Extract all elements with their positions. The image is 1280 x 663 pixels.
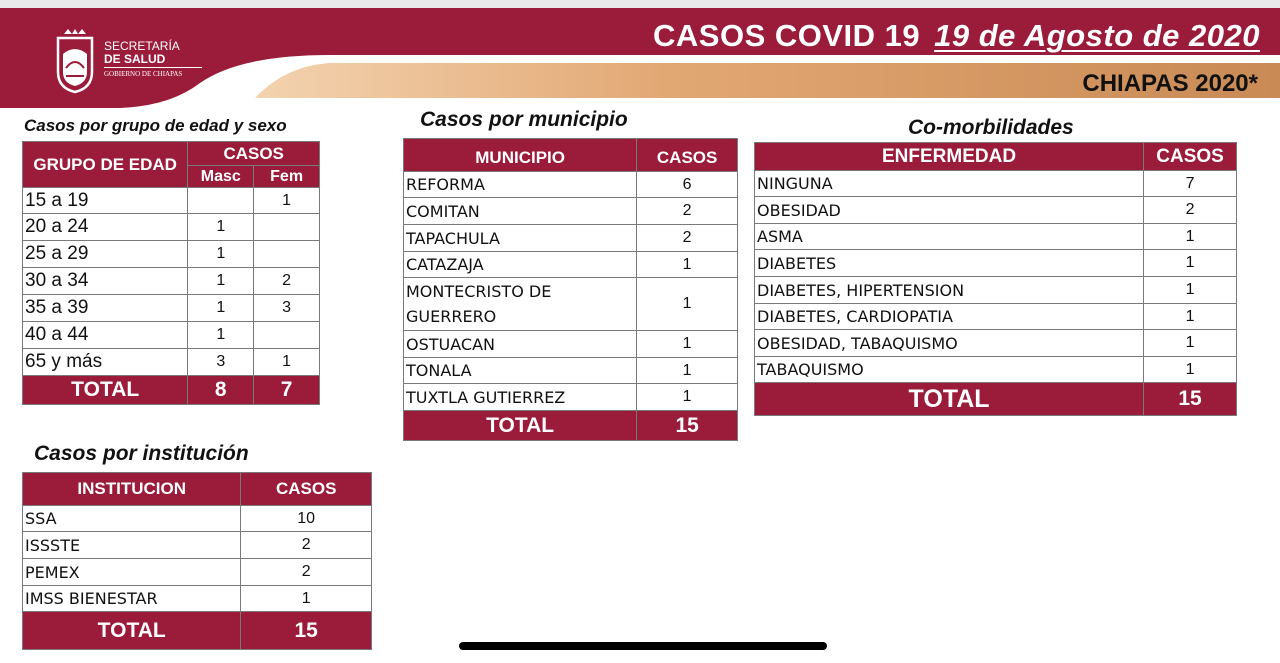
col-header-group: GRUPO DE EDAD	[23, 142, 188, 188]
enfermedad-cases: 1	[1144, 304, 1237, 330]
total-label: TOTAL	[404, 411, 637, 441]
municipio-name: TONALA	[404, 358, 637, 384]
col-header-cases: CASOS	[241, 473, 372, 506]
municipio-name: COMITAN	[404, 198, 637, 225]
page-subtitle: CHIAPAS 2020*	[1082, 70, 1258, 97]
fem-count: 2	[254, 268, 320, 295]
institucion-cases: 2	[241, 532, 372, 559]
fem-count	[254, 214, 320, 241]
municipio-name: TUXTLA GUTIERREZ	[404, 384, 637, 411]
institucion-cases: 1	[241, 586, 372, 612]
municipio-name: OSTUACAN	[404, 331, 637, 358]
masc-count	[188, 188, 254, 214]
masc-count: 3	[188, 349, 254, 376]
municipio-cases: 1	[637, 358, 738, 384]
table-row	[23, 506, 372, 532]
col-header-cases: CASOS	[1144, 143, 1237, 171]
institucion-cases: 10	[241, 506, 372, 532]
table-row	[755, 171, 1237, 197]
municipio-name: TAPACHULA	[404, 225, 637, 252]
municipio-cases: 1	[637, 384, 738, 411]
municipio-cases: 6	[637, 172, 738, 198]
table-row	[23, 188, 320, 214]
age-group: 35 a 39	[23, 295, 188, 322]
table-row	[23, 532, 372, 559]
col-header-fem: Fem	[254, 166, 320, 188]
enfermedad-cases: 1	[1144, 224, 1237, 250]
total-row	[404, 411, 738, 441]
total-cases: 15	[637, 411, 738, 441]
total-cases: 15	[1144, 383, 1237, 416]
logo-divider	[104, 67, 202, 68]
secretaria-logo	[52, 28, 202, 94]
col-header-municipio: MUNICIPIO	[404, 139, 637, 172]
enfermedad-name: DIABETES, CARDIOPATIA	[755, 304, 1144, 330]
municipio-name-line2: GUERRERO	[406, 307, 497, 326]
table-row	[404, 225, 738, 252]
institucion-title: Casos por institución	[34, 442, 249, 465]
table-row	[23, 586, 372, 612]
table-row	[23, 268, 320, 295]
col-header-institucion: INSTITUCION	[23, 473, 241, 506]
table-row	[404, 252, 738, 278]
total-label: TOTAL	[23, 612, 241, 650]
institucion-table	[22, 472, 372, 650]
institucion-name: PEMEX	[23, 559, 241, 586]
total-masc: 8	[188, 376, 254, 405]
top-band	[0, 0, 1280, 8]
table-row	[23, 214, 320, 241]
enfermedad-cases: 1	[1144, 277, 1237, 304]
enfermedad-cases: 1	[1144, 250, 1237, 277]
table-row	[755, 277, 1237, 304]
age-group: 25 a 29	[23, 241, 188, 268]
table-row	[404, 384, 738, 411]
masc-count: 1	[188, 295, 254, 322]
enfermedad-name: ASMA	[755, 224, 1144, 250]
municipio-name: REFORMA	[404, 172, 637, 198]
table-row	[404, 172, 738, 198]
fem-count: 1	[254, 349, 320, 376]
enfermedad-name: OBESIDAD, TABAQUISMO	[755, 330, 1144, 357]
enfermedad-name: DIABETES, HIPERTENSION	[755, 277, 1144, 304]
municipio-name	[404, 278, 637, 331]
col-header-masc: Masc	[188, 166, 254, 188]
enfermedad-name: TABAQUISMO	[755, 357, 1144, 383]
fem-count	[254, 322, 320, 349]
enfermedad-cases: 7	[1144, 171, 1237, 197]
age-group: 15 a 19	[23, 188, 188, 214]
municipio-cases: 1	[637, 331, 738, 358]
table-row	[23, 349, 320, 376]
institucion-cases: 2	[241, 559, 372, 586]
table-row	[755, 250, 1237, 277]
total-row	[755, 383, 1237, 416]
masc-count: 1	[188, 241, 254, 268]
comorbilidades-table	[754, 142, 1237, 416]
age-sex-title: Casos por grupo de edad y sexo	[24, 116, 287, 135]
enfermedad-cases: 1	[1144, 357, 1237, 383]
table-row	[23, 322, 320, 349]
municipio-name-line1: MONTECRISTO DE	[406, 282, 552, 301]
municipio-cases: 2	[637, 225, 738, 252]
table-row	[404, 278, 738, 331]
enfermedad-name: DIABETES	[755, 250, 1144, 277]
table-row	[23, 559, 372, 586]
fem-count: 3	[254, 295, 320, 322]
page-title	[653, 18, 1260, 54]
home-indicator[interactable]	[459, 642, 827, 650]
enfermedad-cases: 1	[1144, 330, 1237, 357]
masc-count: 1	[188, 214, 254, 241]
municipio-cases: 1	[637, 252, 738, 278]
age-group: 40 a 44	[23, 322, 188, 349]
masc-count: 1	[188, 322, 254, 349]
masc-count: 1	[188, 268, 254, 295]
table-row	[755, 197, 1237, 224]
total-row	[23, 612, 372, 650]
table-row	[404, 331, 738, 358]
municipio-title: Casos por municipio	[420, 108, 628, 131]
age-group: 30 a 34	[23, 268, 188, 295]
table-row	[23, 241, 320, 268]
municipio-cases: 2	[637, 198, 738, 225]
age-group: 65 y más	[23, 349, 188, 376]
age-group: 20 a 24	[23, 214, 188, 241]
table-row	[755, 224, 1237, 250]
logo-line3: GOBIERNO DE CHIAPAS	[104, 70, 183, 78]
municipio-cases: 1	[637, 278, 738, 331]
total-label: TOTAL	[755, 383, 1144, 416]
report-date: 19 de Agosto de 2020	[934, 18, 1260, 53]
table-row	[23, 295, 320, 322]
total-cases: 15	[241, 612, 372, 650]
table-row	[755, 304, 1237, 330]
table-row	[755, 330, 1237, 357]
total-fem: 7	[254, 376, 320, 405]
col-header-cases: CASOS	[188, 142, 320, 166]
municipio-table	[403, 138, 738, 441]
municipio-name: CATAZAJA	[404, 252, 637, 278]
institucion-name: ISSSTE	[23, 532, 241, 559]
logo-line2: DE SALUD	[104, 52, 166, 66]
title-text: CASOS COVID 19	[653, 18, 921, 53]
age-sex-table	[22, 141, 320, 405]
institucion-name: IMSS BIENESTAR	[23, 586, 241, 612]
total-row	[23, 376, 320, 405]
institucion-name: SSA	[23, 506, 241, 532]
col-header-cases: CASOS	[637, 139, 738, 172]
table-row	[404, 198, 738, 225]
table-row	[404, 358, 738, 384]
enfermedad-cases: 2	[1144, 197, 1237, 224]
comorbilidades-title: Co-morbilidades	[908, 116, 1074, 139]
enfermedad-name: NINGUNA	[755, 171, 1144, 197]
header-banner	[0, 8, 1280, 108]
fem-count: 1	[254, 188, 320, 214]
logo-line1: SECRETARÍA	[104, 39, 180, 53]
table-row	[755, 357, 1237, 383]
fem-count	[254, 241, 320, 268]
chiapas-crest-icon	[52, 28, 98, 94]
enfermedad-name: OBESIDAD	[755, 197, 1144, 224]
total-label: TOTAL	[23, 376, 188, 405]
col-header-enfermedad: ENFERMEDAD	[755, 143, 1144, 171]
